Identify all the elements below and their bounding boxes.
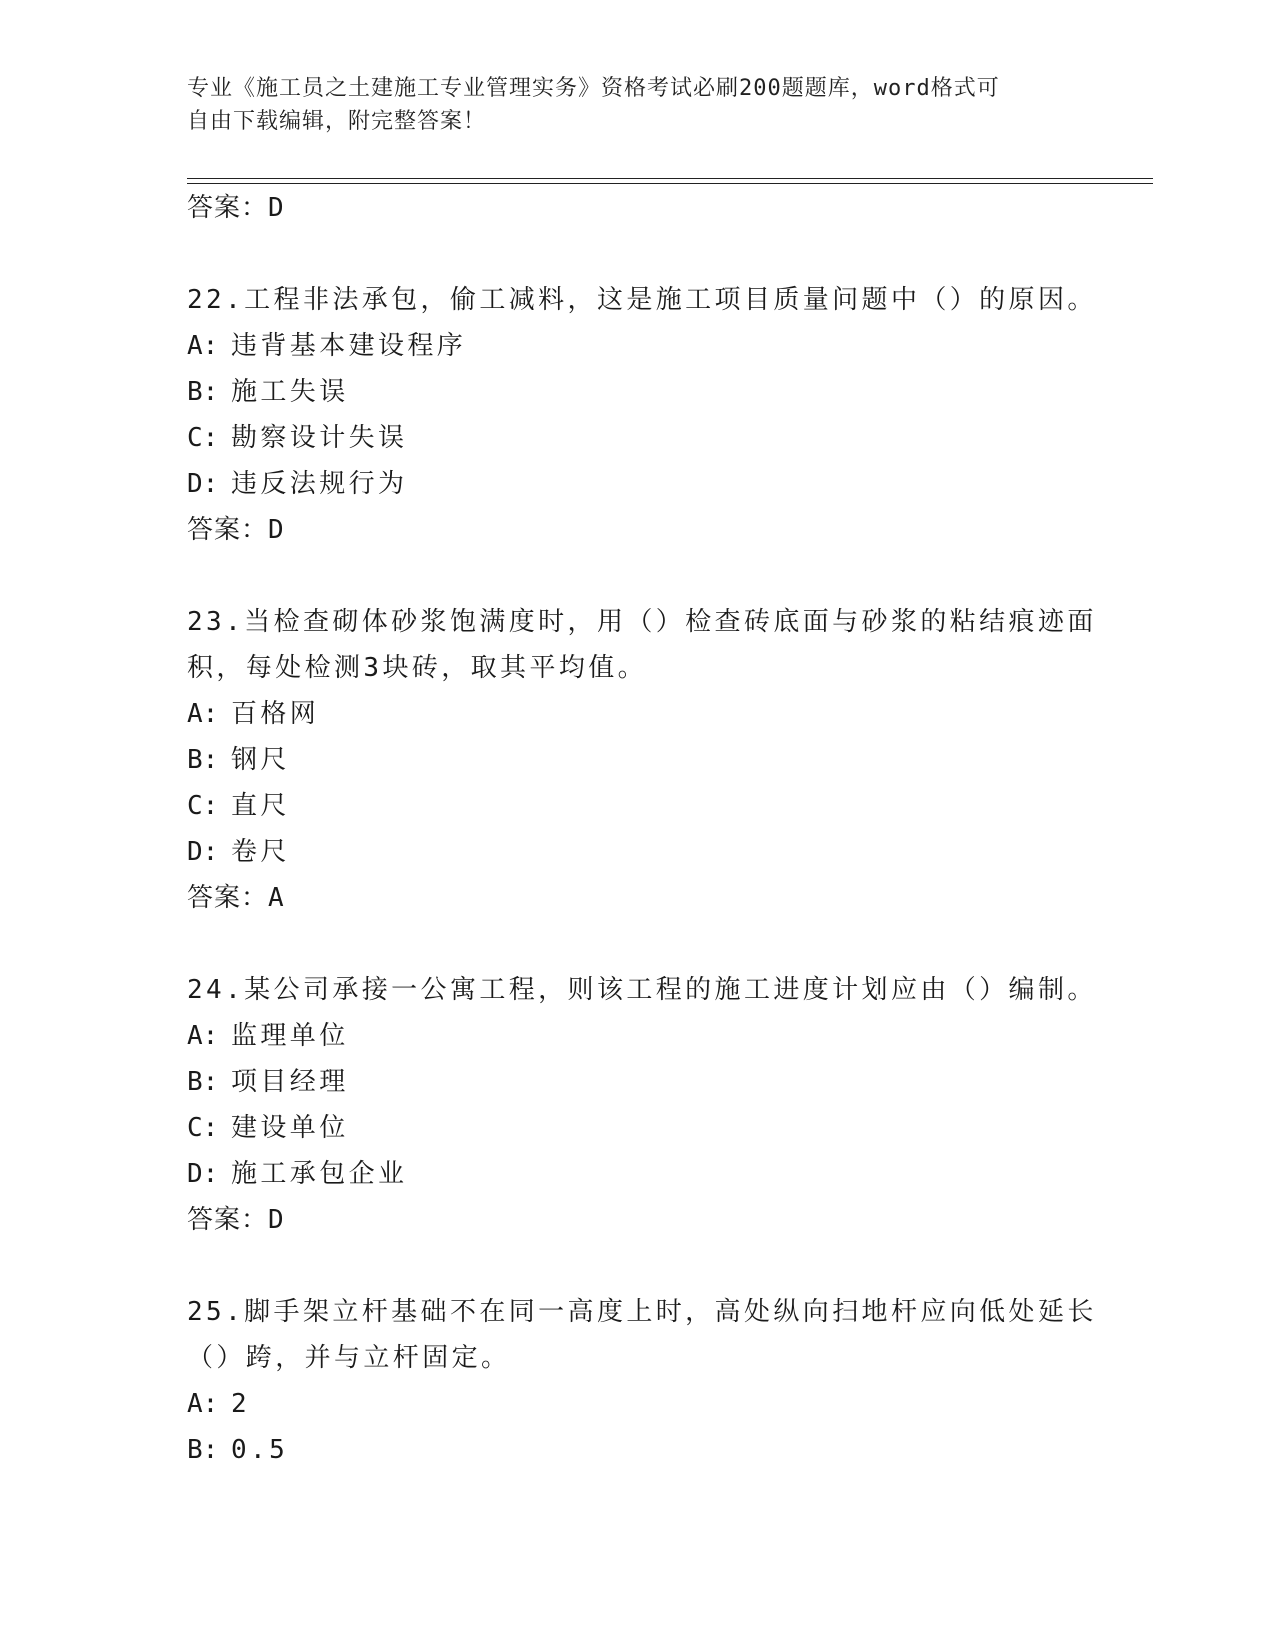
question-item — [187, 277, 1097, 553]
option-letter: C: — [187, 423, 219, 453]
answer-label: 答案： — [187, 883, 269, 913]
answer-line — [187, 185, 1087, 231]
option-b — [187, 1059, 1087, 1105]
option-text: 监理单位 — [231, 1021, 349, 1051]
option-letter: A: — [187, 699, 219, 729]
option-text: 直尺 — [231, 791, 290, 821]
answer-label: 答案： — [187, 515, 269, 545]
option-text: 建设单位 — [231, 1113, 349, 1143]
question-text: 24.某公司承接一公寓工程，则该工程的施工进度计划应由（）编制。 — [187, 975, 1097, 1005]
option-text: 2 — [231, 1389, 251, 1419]
question-item — [187, 1289, 1097, 1473]
option-letter: D: — [187, 837, 219, 867]
option-letter: C: — [187, 1113, 219, 1143]
option-letter: B: — [187, 1435, 219, 1465]
option-text: 施工失误 — [231, 377, 349, 407]
option-c — [187, 783, 1087, 829]
question-text-continued: 积，每处检测3块砖，取其平均值。 — [187, 653, 648, 683]
question-item — [187, 599, 1097, 921]
question-text: 22.工程非法承包，偷工减料，这是施工项目质量问题中（）的原因。 — [187, 285, 1097, 315]
option-letter: B: — [187, 377, 219, 407]
answer-value: D — [268, 193, 285, 223]
option-a — [187, 1381, 1087, 1427]
option-b — [187, 737, 1087, 783]
option-letter: D: — [187, 469, 219, 499]
option-text: 百格网 — [231, 699, 320, 729]
option-text: 钢尺 — [231, 745, 290, 775]
option-c — [187, 1105, 1087, 1151]
answer-line — [187, 1197, 1087, 1243]
question-item — [187, 967, 1097, 1243]
option-text: 勘察设计失误 — [231, 423, 408, 453]
option-letter: B: — [187, 745, 219, 775]
option-a — [187, 691, 1087, 737]
header-divider-bottom — [187, 183, 1153, 184]
answer-line — [187, 507, 1087, 553]
header-line-2: 自由下载编辑，附完整答案！ — [187, 109, 487, 134]
option-text: 违背基本建设程序 — [231, 331, 467, 361]
answer-label: 答案： — [187, 193, 269, 223]
option-text: 项目经理 — [231, 1067, 349, 1097]
question-text: 25.脚手架立杆基础不在同一高度上时，高处纵向扫地杆应向低处延长 — [187, 1297, 1097, 1327]
option-letter: D: — [187, 1159, 219, 1189]
option-d — [187, 461, 1087, 507]
option-text: 卷尺 — [231, 837, 290, 867]
option-d — [187, 829, 1087, 875]
answer-line — [187, 875, 1087, 921]
option-a — [187, 1013, 1087, 1059]
option-d — [187, 1151, 1087, 1197]
option-text: 违反法规行为 — [231, 469, 408, 499]
question-text-continued: （）跨，并与立杆固定。 — [187, 1343, 511, 1373]
answer-value: D — [268, 515, 285, 545]
option-letter: C: — [187, 791, 219, 821]
option-b — [187, 369, 1087, 415]
question-text: 23.当检查砌体砂浆饱满度时，用（）检查砖底面与砂浆的粘结痕迹面 — [187, 607, 1097, 637]
question-list — [187, 185, 1097, 1473]
option-b — [187, 1427, 1087, 1473]
answer-value: D — [268, 1205, 285, 1235]
answer-label: 答案： — [187, 1205, 269, 1235]
option-a — [187, 323, 1087, 369]
option-letter: A: — [187, 331, 219, 361]
option-c — [187, 415, 1087, 461]
option-letter: B: — [187, 1067, 219, 1097]
header-line-1: 专业《施工员之土建施工专业管理实务》资格考试必刷200题题库，word格式可 — [187, 76, 1000, 101]
header-divider-top — [187, 178, 1153, 179]
option-letter: A: — [187, 1389, 219, 1419]
option-letter: A: — [187, 1021, 219, 1051]
document-header — [187, 72, 1067, 138]
answer-value: A — [268, 883, 285, 913]
option-text: 0.5 — [231, 1435, 289, 1465]
option-text: 施工承包企业 — [231, 1159, 408, 1189]
